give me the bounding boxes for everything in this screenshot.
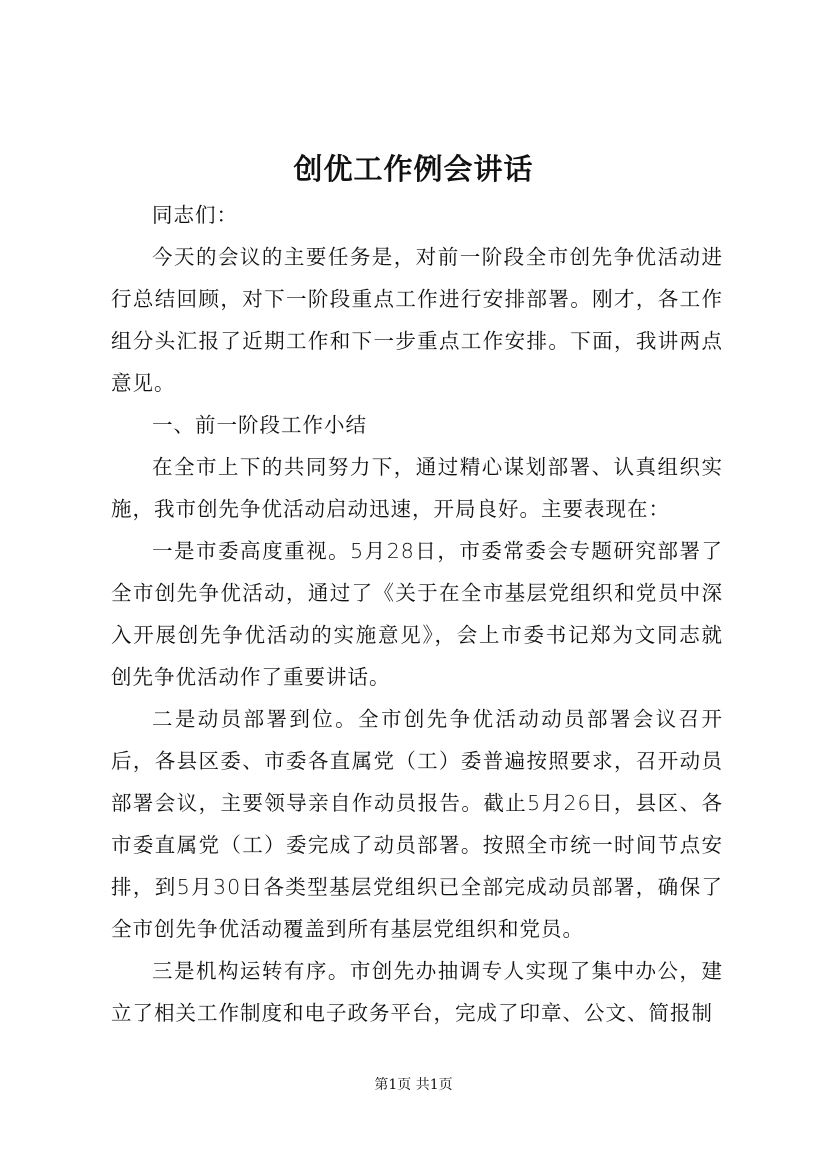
document-title: 创优工作例会讲话 <box>293 152 534 186</box>
document-body <box>111 194 723 1034</box>
paragraph: 一是市委高度重视。5月28日，市委常委会专题研究部署了全市创先争优活动，通过了《关于在全市基层党组织和党员中深入开展创先争优活动的实施意见》，会上市委书记郑为文同志就创先争优活动作了重要讲话。 <box>111 539 723 689</box>
salutation: 同志们： <box>152 203 238 227</box>
paragraph: 三是机构运转有序。市创先办抽调专人实现了集中办公，建立了相关工作制度和电子政务平台，完成了印章、公文、简报制 <box>111 959 723 1025</box>
page-footer: 第1页 共1页 <box>374 1077 453 1093</box>
paragraph: 在全市上下的共同努力下，通过精心谋划部署、认真组织实施，我市创先争优活动启动迅速，开局良好。主要表现在： <box>111 455 723 521</box>
paragraph: 今天的会议的主要任务是，对前一阶段全市创先争优活动进行总结回顾，对下一阶段重点工作进行安排部署。刚才，各工作组分头汇报了近期工作和下一步重点工作安排。下面，我讲两点意见。 <box>111 245 723 395</box>
paragraph: 二是动员部署到位。全市创先争优活动动员部署会议召开后，各县区委、市委各直属党（工）委普遍按照要求，召开动员部署会议，主要领导亲自作动员报告。截止5月26日，县区、各市委直属党（工）委完成了动员部署。按照全市统一时间节点安排，到5月30日各类型基层党组织已全部完成动员部署，确保了全市创先争优活动覆盖到所有基层党组织和党员。 <box>111 707 723 941</box>
section-heading: 一、前一阶段工作小结 <box>152 413 367 437</box>
